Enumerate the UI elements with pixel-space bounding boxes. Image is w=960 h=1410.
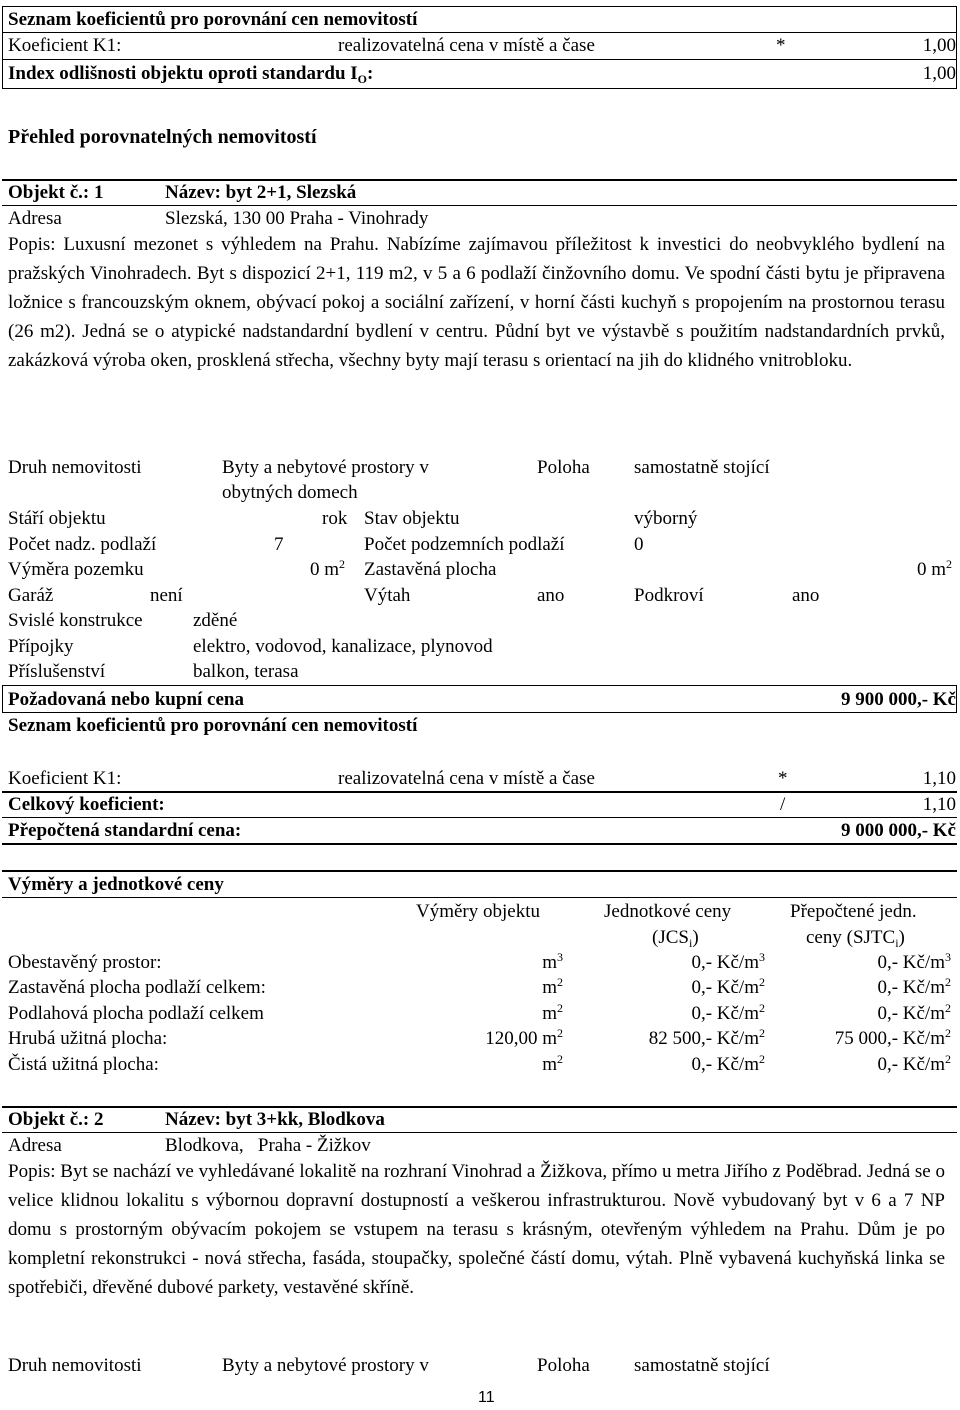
areas-row-sjtc: 0,- $Kč/m^2$ [877, 1052, 951, 1075]
object1-k1-label: Koeficient K1: [8, 768, 122, 789]
divider [2, 817, 957, 818]
object1-position-value: samostatně stojící [634, 457, 770, 478]
object1-coef-title: Seznam koeficientů pro porovnání cen nemovitostí [8, 715, 418, 736]
areas-row-label: Obestavěný prostor: [8, 952, 162, 973]
areas-col3-header-1: Přepočtené jedn. [790, 901, 917, 922]
object1-k1-value: 1,10 [922, 768, 956, 789]
object1-description: Popis: Luxusní mezonet s výhledem na Prahu. Nabízíme zajímavou příležitost k investici do neobvyklého bydlení na pražských Vinohradech. Byt s dispozicí 2+1, 119 m2, v 5 a 6 podlaží činžovního domu. Ve spodní části bytu je připravena ložnice s francouzským oknem, obývací pokoj a sociální zařízení, v horní části kuchyň s propojením na prostornou terasu (26 m2). Jedná se o atypické nadstandardní bydlení v centru. Půdní byt ve výstavbě s použitím nadstandardních prvků, zakázková výroba oken, prosklená střecha, všechny byty mají terasu s orientací na jih do klidného vnitrobloku. [8, 234, 945, 371]
object1-underground-value: 0 [634, 534, 644, 555]
object1-structure-label: Svislé konstrukce [8, 610, 143, 631]
object2-position-label: Poloha [537, 1355, 590, 1376]
object1-underground-label: Počet podzemních podlaží [364, 534, 565, 555]
object1-attic-label: Podkroví [634, 585, 704, 606]
areas-row-jcs: 0,- $Kč/m^2$ [691, 975, 765, 998]
areas-row-jcs: 82 500,- $Kč/m^2$ [648, 1026, 765, 1049]
areas-row-label: Zastavěná plocha podlaží celkem: [8, 977, 266, 998]
object1-lift-value: ano [537, 585, 565, 606]
areas-col1-header: Výměry objektu [416, 901, 541, 922]
object1-k1-desc: realizovatelná cena v místě a čase [338, 768, 595, 789]
object1-age-label: Stáří objektu [8, 508, 106, 529]
object1-total-label: Celkový koeficient: [8, 794, 165, 815]
areas-row-m: 120,00 $m^2$ [485, 1026, 563, 1049]
areas-row-jcs: 0,- $Kč/m^2$ [691, 1001, 765, 1024]
object1-land-value: 0 $m^2$ [310, 557, 346, 580]
object1-utilities-value: elektro, vodovod, kanalizace, plynovod [193, 636, 493, 657]
areas-row-m: $m^2$ [542, 1001, 563, 1024]
overview-title: Přehled porovnatelných nemovitostí [8, 126, 317, 148]
object1-std-value: 9 000 000,- Kč [840, 820, 956, 841]
object1-address: Slezská, 130 00 Praha - Vinohrady [165, 208, 429, 229]
areas-row-jcs: 0,- $Kč/m^3$ [691, 950, 765, 973]
areas-row-sjtc: 0,- $Kč/m^3$ [877, 950, 951, 973]
areas-row-jcs: 0,- $Kč/m^2$ [691, 1052, 765, 1075]
object2-name-rule [2, 1132, 957, 1133]
object2-number: Objekt č.: 2 [8, 1109, 104, 1130]
object2-description: Popis: Byt se nachází ve vyhledávané lokalitě na rozhraní Vinohrad a Žižkova, přímo u metra Jiřího z Poděbrad. Jedná se o velice klidnou lokalitu s výbornou dopravní dostupností a veškerou infrastrukturou. Nově vybudovaný byt v 6 a 7 NP domu s prostorným obývacím pokojem se vstupem na terasu s krásným, otevřeným výhledem na Prahu. Dům je po kompletní rekonstrukci - nová střecha, fasáda, stoupačky, společné částí domu, výtah. Plně vybavená kuchyňská linka se spotřebiči, dřevěné dubové parkety, vestavěné skříně. [8, 1161, 945, 1298]
object1-number: Objekt č.: 1 [8, 182, 104, 203]
divider [2, 59, 957, 60]
header-title: Seznam koeficientů pro porovnání cen nemovitostí [8, 9, 418, 30]
object2-name: Název: byt 3+kk, Blodkova [165, 1109, 385, 1130]
areas-top-rule [2, 870, 957, 872]
areas-col2-header-2: $(JCS_i)$ [652, 927, 699, 950]
object1-position-label: Poloha [537, 457, 590, 478]
object1-type-value-1: Byty a nebytové prostory v [222, 457, 429, 478]
object1-age-unit: rok [322, 508, 348, 529]
object1-top-rule [2, 179, 957, 181]
object2-top-rule [2, 1106, 957, 1108]
object1-price-label: Požadovaná nebo kupní cena [8, 689, 244, 710]
object1-attic-value: ano [792, 585, 820, 606]
areas-title: Výměry a jednotkové ceny [8, 874, 224, 895]
object1-structure-value: zděné [193, 610, 238, 631]
object2-type-value: Byty a nebytové prostory v [222, 1355, 429, 1376]
object1-std-label: Přepočtená standardní cena: [8, 820, 242, 841]
areas-row-sjtc: 0,- $Kč/m^2$ [877, 975, 951, 998]
areas-title-rule [2, 897, 957, 898]
areas-row-label: Čistá užitná plocha: [8, 1054, 159, 1075]
areas-col3-header-2: ceny $(SJTC_i)$ [806, 927, 905, 950]
object1-floors-value: 7 [274, 534, 284, 555]
object1-built-value: 0 $m^2$ [916, 557, 952, 580]
divider [2, 32, 957, 33]
divider [2, 843, 957, 845]
areas-row-sjtc: 0,- $Kč/m^2$ [877, 1001, 951, 1024]
object1-land-label: Výměra pozemku [8, 559, 144, 580]
areas-col2-header-1: Jednotkové ceny [604, 901, 732, 922]
k1-value: 1,00 [922, 35, 956, 56]
areas-row-m: $m^3$ [542, 950, 563, 973]
object1-garage-value: není [150, 585, 183, 606]
object1-type-value-2: obytných domech [222, 482, 358, 503]
object1-utilities-label: Přípojky [8, 636, 74, 657]
object1-total-op: / [780, 794, 786, 815]
object1-name-rule [2, 205, 957, 206]
object2-type-label: Druh nemovitosti [8, 1355, 142, 1376]
object2-position-value: samostatně stojící [634, 1355, 770, 1376]
object1-state-label: Stav objektu [364, 508, 460, 529]
object1-total-value: 1,10 [922, 794, 956, 815]
areas-row-m: $m^2$ [542, 1052, 563, 1075]
object1-name: Název: byt 2+1, Slezská [165, 182, 357, 203]
object1-accessories-label: Příslušenství [8, 661, 106, 682]
index-value: 1,00 [922, 63, 956, 84]
object1-price-value: 9 900 000,- Kč [840, 689, 956, 710]
k1-desc: realizovatelná cena v místě a čase [338, 35, 595, 56]
k1-op: * [776, 35, 786, 56]
index-label: Index odlišnosti objektu oproti standardu $I_O$: [8, 63, 374, 86]
object1-floors-label: Počet nadz. podlaží [8, 534, 157, 555]
object1-garage-label: Garáž [8, 585, 54, 606]
k1-label: Koeficient K1: [8, 35, 122, 56]
object1-type-label: Druh nemovitosti [8, 457, 142, 478]
object1-k1-op: * [778, 768, 788, 789]
areas-row-label: Podlahová plocha podlaží celkem [8, 1003, 264, 1024]
object1-lift-label: Výtah [364, 585, 411, 606]
object1-built-label: Zastavěná plocha [364, 559, 497, 580]
object1-accessories-value: balkon, terasa [193, 661, 299, 682]
page-number: 11 [478, 1389, 495, 1406]
object1-state-value: výborný [634, 508, 698, 529]
areas-row-sjtc: 75 000,- $Kč/m^2$ [834, 1026, 951, 1049]
object2-address: Blodkova, Praha - Žižkov [165, 1135, 371, 1156]
object2-address-label: Adresa [8, 1135, 62, 1156]
object1-address-label: Adresa [8, 208, 62, 229]
areas-row-label: Hrubá užitná plocha: [8, 1028, 168, 1049]
areas-row-m: $m^2$ [542, 975, 563, 998]
